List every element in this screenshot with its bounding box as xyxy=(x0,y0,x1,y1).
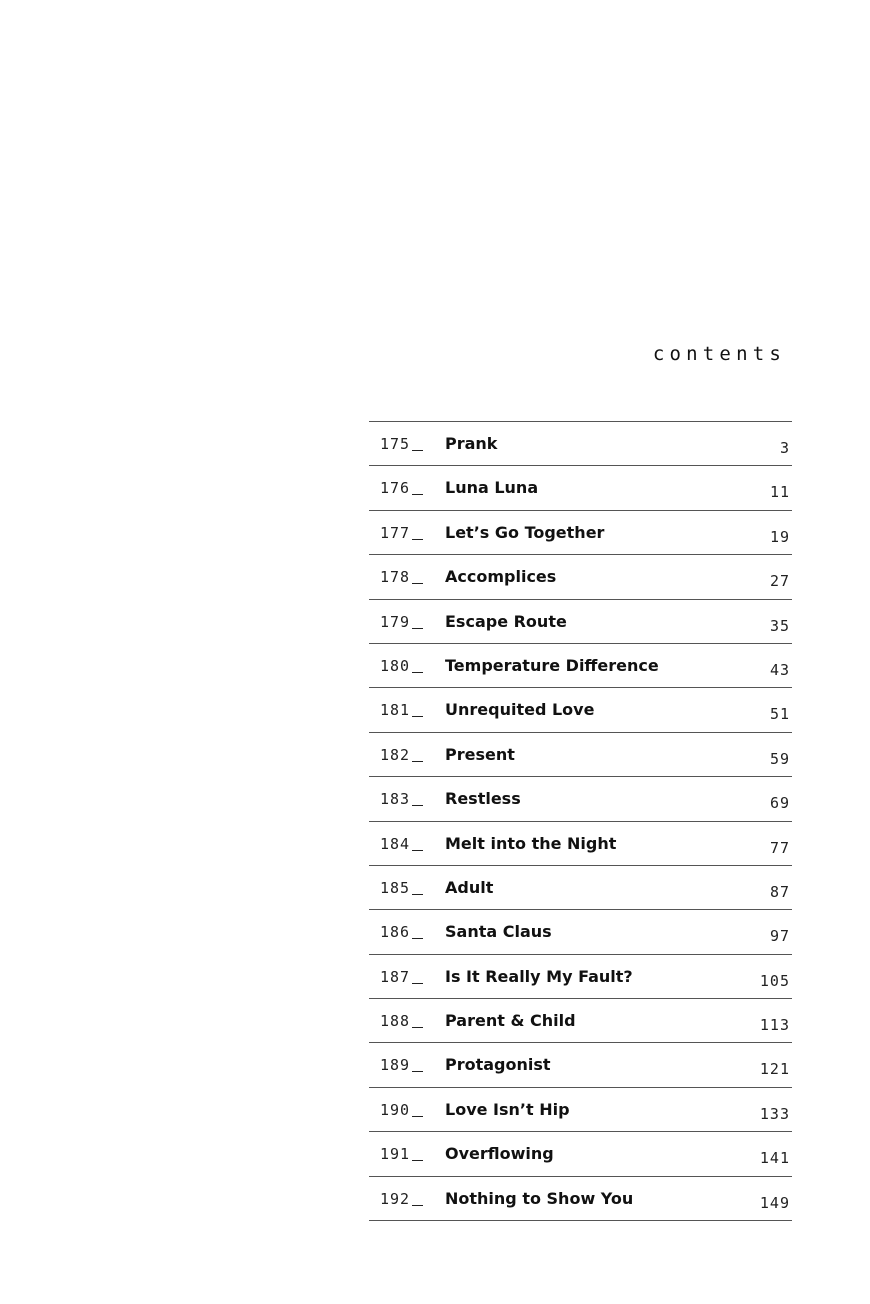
toc-row[interactable] xyxy=(369,910,792,954)
page-number: 51 xyxy=(769,705,790,724)
chapter-number-wrap xyxy=(380,1056,423,1074)
chapter-number: 185 xyxy=(380,878,411,897)
separator-underscore xyxy=(412,1205,423,1206)
chapter-title: Luna Luna xyxy=(445,478,539,498)
separator-underscore xyxy=(412,628,423,629)
chapter-title: Nothing to Show You xyxy=(445,1188,634,1208)
chapter-number: 187 xyxy=(380,967,411,986)
chapter-number: 192 xyxy=(380,1189,411,1208)
chapter-title: Adult xyxy=(445,877,494,897)
chapter-number-wrap xyxy=(380,1012,423,1030)
contents-heading: contents xyxy=(652,343,786,365)
chapter-title: Accomplices xyxy=(445,567,557,587)
chapter-title: Santa Claus xyxy=(445,922,552,942)
chapter-number: 191 xyxy=(380,1145,411,1164)
separator-underscore xyxy=(412,494,423,495)
chapter-title: Temperature Difference xyxy=(445,655,659,675)
chapter-number: 188 xyxy=(380,1012,411,1031)
chapter-title: Restless xyxy=(445,789,521,809)
separator-underscore xyxy=(412,761,423,762)
separator-underscore xyxy=(412,1027,423,1028)
chapter-number-wrap xyxy=(380,701,423,719)
chapter-title: Melt into the Night xyxy=(445,833,617,853)
page-number: 149 xyxy=(759,1193,790,1212)
chapter-number-wrap xyxy=(380,479,423,497)
chapter-number: 182 xyxy=(380,745,411,764)
toc-row[interactable] xyxy=(369,866,792,910)
chapter-number-wrap xyxy=(380,568,423,586)
chapter-title: Parent & Child xyxy=(445,1011,576,1031)
separator-underscore xyxy=(412,850,423,851)
chapter-number-wrap xyxy=(380,923,423,941)
chapter-title: Unrequited Love xyxy=(445,700,595,720)
toc-row[interactable] xyxy=(369,999,792,1043)
toc-row[interactable] xyxy=(369,688,792,732)
toc-row[interactable] xyxy=(369,822,792,866)
separator-underscore xyxy=(412,938,423,939)
toc-row[interactable] xyxy=(369,644,792,688)
separator-underscore xyxy=(412,450,423,451)
separator-underscore xyxy=(412,1071,423,1072)
separator-underscore xyxy=(412,805,423,806)
separator-underscore xyxy=(412,894,423,895)
separator-underscore xyxy=(412,983,423,984)
chapter-title: Prank xyxy=(445,434,498,453)
page-number: 43 xyxy=(769,660,790,679)
separator-underscore xyxy=(412,539,423,540)
chapter-number-wrap xyxy=(380,435,423,453)
chapter-number: 190 xyxy=(380,1100,411,1119)
chapter-number: 181 xyxy=(380,701,411,720)
chapter-number: 179 xyxy=(380,612,411,631)
chapter-number-wrap xyxy=(380,1190,423,1208)
page-number: 121 xyxy=(759,1060,790,1079)
page-number: 105 xyxy=(759,971,790,990)
separator-underscore xyxy=(412,1116,423,1117)
toc-row[interactable] xyxy=(369,1088,792,1132)
toc-row[interactable] xyxy=(369,955,792,999)
page-number: 19 xyxy=(769,527,790,546)
toc-row[interactable] xyxy=(369,733,792,777)
separator-underscore xyxy=(412,672,423,673)
toc-row[interactable] xyxy=(369,600,792,644)
page-number: 133 xyxy=(759,1104,790,1123)
page-number: 141 xyxy=(759,1149,790,1168)
chapter-number: 189 xyxy=(380,1056,411,1075)
toc-row[interactable] xyxy=(369,422,792,466)
page-number: 11 xyxy=(769,483,790,502)
toc-row[interactable] xyxy=(369,777,792,821)
page-number: 3 xyxy=(779,439,790,457)
page-number: 59 xyxy=(769,749,790,768)
chapter-number: 183 xyxy=(380,790,411,809)
page-number: 27 xyxy=(769,572,790,591)
chapter-title: Protagonist xyxy=(445,1055,551,1075)
chapter-number: 177 xyxy=(380,523,411,542)
chapter-number: 186 xyxy=(380,923,411,942)
chapter-number-wrap xyxy=(380,657,423,675)
chapter-number-wrap xyxy=(380,790,423,808)
chapter-number: 178 xyxy=(380,568,411,587)
chapter-number: 184 xyxy=(380,834,411,853)
page-number: 97 xyxy=(769,927,790,946)
chapter-title: Overflowing xyxy=(445,1144,554,1164)
chapter-number-wrap xyxy=(380,746,423,764)
separator-underscore xyxy=(412,583,423,584)
chapter-title: Is It Really My Fault? xyxy=(445,966,633,986)
chapter-number-wrap xyxy=(380,1145,423,1163)
chapter-number-wrap xyxy=(380,613,423,631)
separator-underscore xyxy=(412,1160,423,1161)
page-number: 113 xyxy=(759,1016,790,1035)
chapter-title: Let’s Go Together xyxy=(445,522,605,542)
chapter-number-wrap xyxy=(380,1101,423,1119)
page-number: 35 xyxy=(769,616,790,635)
chapter-number-wrap xyxy=(380,879,423,897)
chapter-number: 175 xyxy=(380,435,411,453)
toc-row[interactable] xyxy=(369,1177,792,1221)
page-number: 77 xyxy=(769,838,790,857)
chapter-title: Present xyxy=(445,744,515,764)
chapter-title: Escape Route xyxy=(445,611,567,631)
chapter-number-wrap xyxy=(380,968,423,986)
chapter-number: 180 xyxy=(380,656,411,675)
chapter-number-wrap xyxy=(380,835,423,853)
toc-row[interactable] xyxy=(369,1043,792,1087)
toc-row[interactable] xyxy=(369,511,792,555)
page-number: 69 xyxy=(769,794,790,813)
chapter-number: 176 xyxy=(380,479,411,498)
table-of-contents xyxy=(369,421,792,1221)
separator-underscore xyxy=(412,716,423,717)
chapter-title: Love Isn’t Hip xyxy=(445,1099,570,1119)
toc-row[interactable] xyxy=(369,555,792,599)
toc-row[interactable] xyxy=(369,466,792,510)
chapter-number-wrap xyxy=(380,524,423,542)
toc-row[interactable] xyxy=(369,1132,792,1176)
page-number: 87 xyxy=(769,882,790,901)
